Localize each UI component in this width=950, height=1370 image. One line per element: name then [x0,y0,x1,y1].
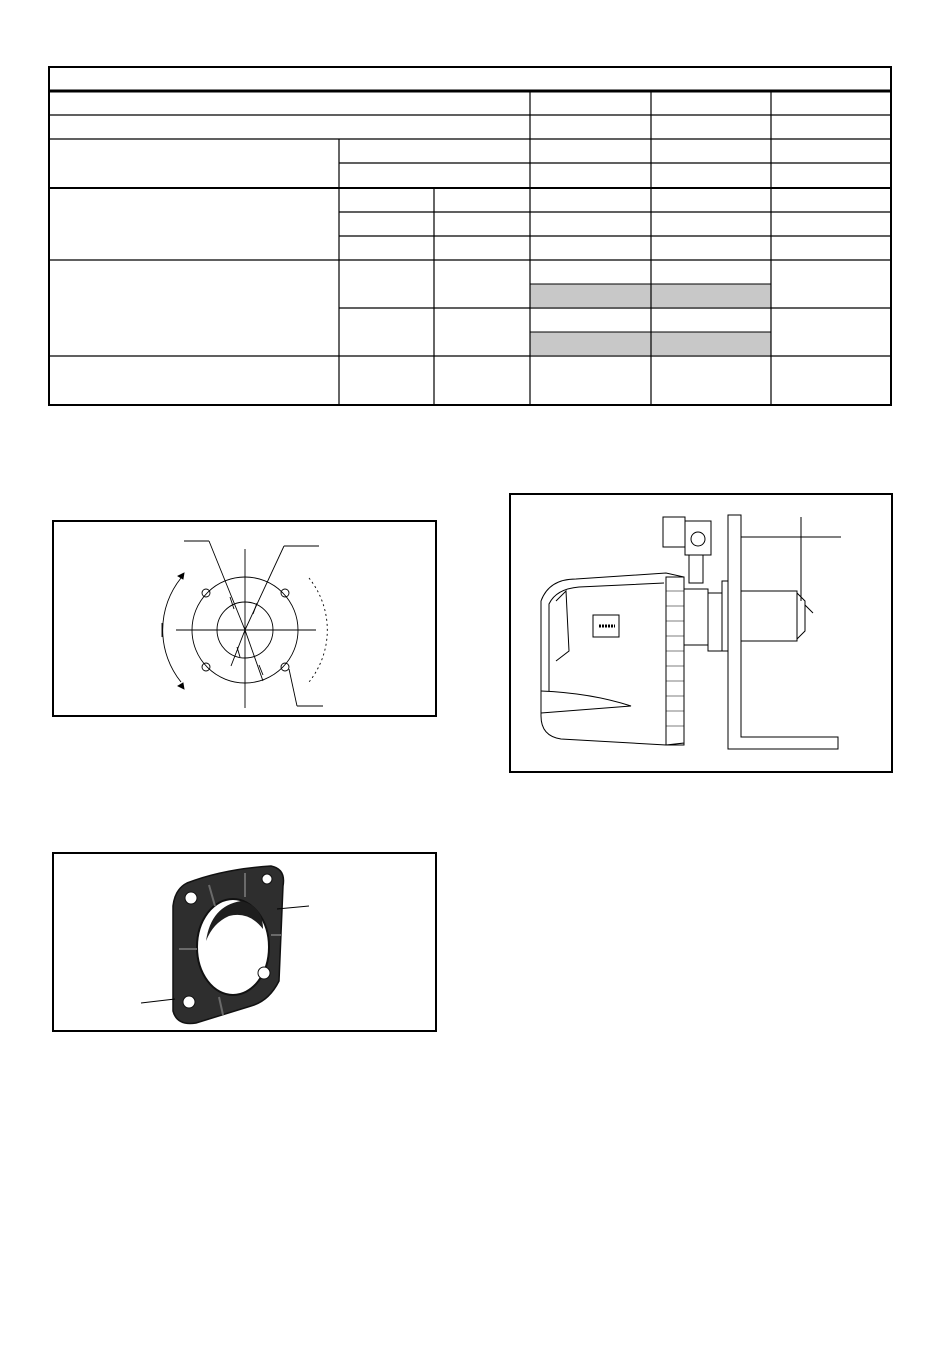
spec-table [0,0,950,420]
flange-drilling-diagram [52,520,437,717]
gasket-photo [52,852,437,1032]
flange-drilling-drawing [54,522,435,715]
spec-table-grid [0,0,950,420]
burner-mounting-drawing [511,495,891,771]
gasket-drawing [54,854,435,1030]
burner-mounting-diagram [509,493,893,773]
